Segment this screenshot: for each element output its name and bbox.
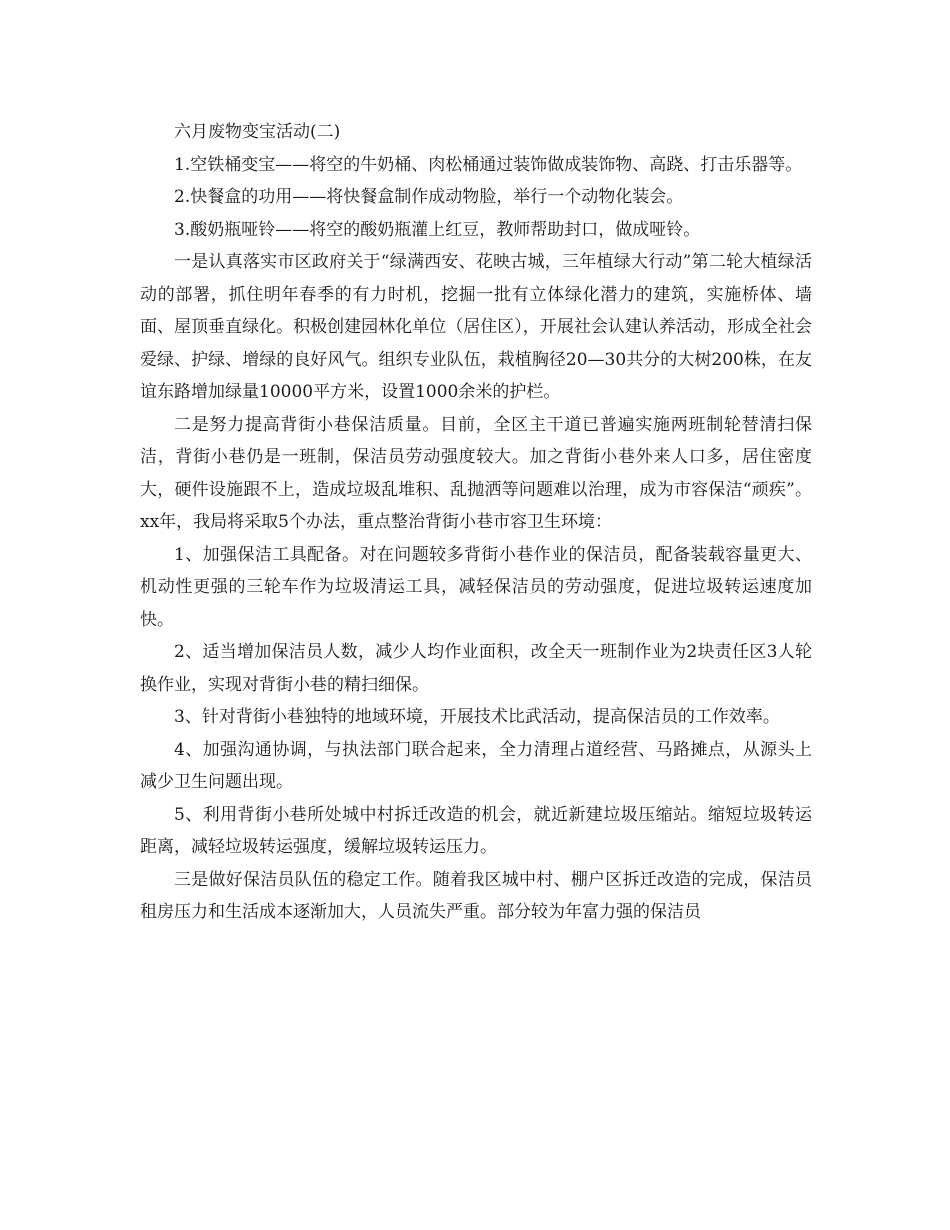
paragraph-5: 二是努力提高背街小巷保洁质量。目前，全区主干道已普遍实施两班制轮替清扫保洁，背街小巷仍是一班制，保洁员劳动强度较大。加之背街小巷外来人口多，居住密度大，硬件设施跟不上，造成垃圾乱堆积、乱抛洒等问题难以治理，成为市容保洁“顽疾”。xx年，我局将采取5个办法，重点整治背街小巷市容卫生环境：	[140, 414, 812, 532]
paragraph-7: 2、适当增加保洁员人数，减少人均作业面积，改全天一班制作业为2块责任区3人轮换作业，实现对背街小巷的精扫细保。	[140, 642, 812, 695]
paragraph-8: 3、针对背街小巷独特的地域环境，开展技术比武活动，提高保洁员的工作效率。	[174, 707, 780, 727]
document-title: 六月废物变宝活动(二)	[174, 122, 341, 142]
paragraph-9: 4、加强沟通协调，与执法部门联合起来，全力清理占道经营、马路摊点，从源头上减少卫生问题出现。	[140, 739, 812, 792]
paragraph-11: 三是做好保洁员队伍的稳定工作。随着我区城中村、棚户区拆迁改造的完成，保洁员租房压力和生活成本逐渐加大，人员流失严重。部分较为年富力强的保洁员	[140, 869, 812, 922]
paragraph-2: 2.快餐盒的功用——将快餐盒制作成动物脸，举行一个动物化装会。	[174, 187, 684, 207]
paragraph-10: 5、利用背街小巷所处城中村拆迁改造的机会，就近新建垃圾压缩站。缩短垃圾转运距离，减轻垃圾转运强度，缓解垃圾转运压力。	[140, 804, 812, 857]
paragraph-1: 1.空铁桶变宝——将空的牛奶桶、肉松桶通过装饰做成装饰物、高跷、打击乐器等。	[174, 154, 803, 175]
paragraph-4: 一是认真落实市区政府关于“绿满西安、花映古城，三年植绿大行动”第二轮大植绿活动的部署，抓住明年春季的有力时机，挖掘一批有立体绿化潜力的建筑，实施桥体、墙面、屋顶垂直绿化。积极创建园林化单位（居住区），开展社会认建认养活动，形成全社会爱绿、护绿、增绿的良好风气。组织专业队伍，栽植胸径20—30共分的大树200株，在友谊东路增加绿量10000平方米，设置1000余米的护栏。	[140, 252, 812, 402]
document-body	[140, 116, 812, 929]
paragraph-6: 1、加强保洁工具配备。对在问题较多背街小巷作业的保洁员，配备装载容量更大、机动性更强的三轮车作为垃圾清运工具，减轻保洁员的劳动强度，促进垃圾转运速度加快。	[140, 544, 812, 630]
paragraph-3: 3.酸奶瓶哑铃——将空的酸奶瓶灌上红豆，教师帮助封口，做成哑铃。	[174, 219, 701, 240]
